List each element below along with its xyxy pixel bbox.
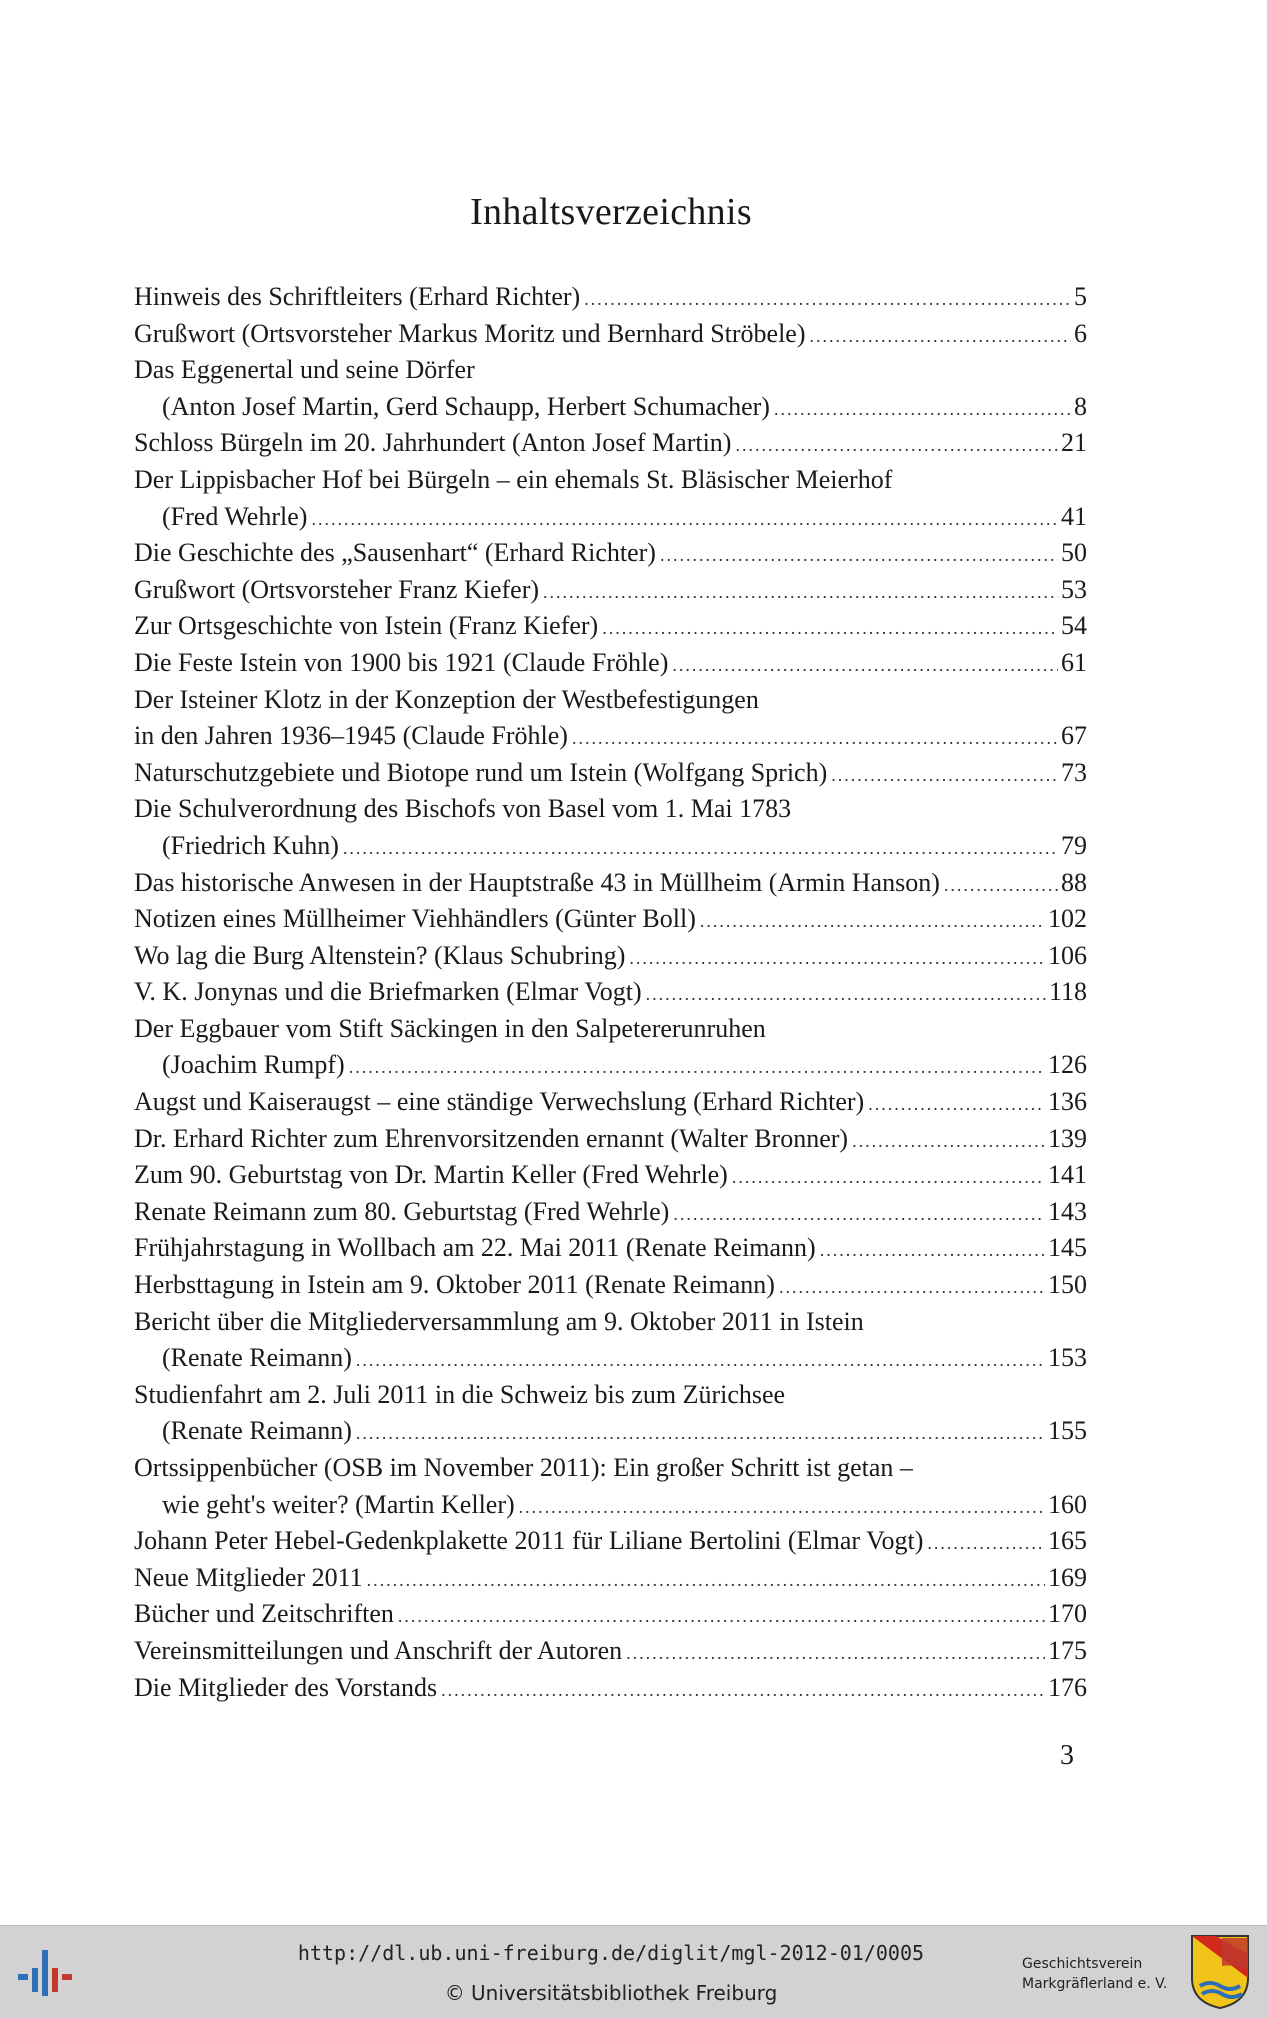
toc-leader-dots (572, 720, 1058, 757)
toc-entry-text: Dr. Erhard Richter zum Ehrenvorsitzenden ernannt (Walter Bronner) (134, 1123, 849, 1153)
toc-entry-page: 88 (1061, 867, 1087, 897)
toc-entry (134, 425, 1087, 462)
toc-leader-dots (356, 1415, 1045, 1452)
toc-entry-page: 141 (1048, 1160, 1087, 1190)
toc-entry-text: Hinweis des Schriftleiters (Erhard Richter) (134, 282, 581, 311)
toc-entry-text: (Renate Reimann) (162, 1343, 352, 1373)
toc-entry-page: 150 (1048, 1270, 1087, 1300)
toc-leader-dots (646, 976, 1046, 1013)
toc-entry-text: Schloss Bürgeln im 20. Jahrhundert (Anton Josef Martin) (134, 428, 732, 458)
society-name-line1: Geschichtsverein (1022, 1956, 1143, 1972)
toc-entry-text: Der Eggbauer vom Stift Säckingen in den Salpetererunruhen (134, 1013, 766, 1043)
toc-leader-dots (700, 903, 1045, 940)
toc-leader-dots (311, 501, 1058, 538)
toc-entry-text: (Joachim Rumpf) (162, 1050, 345, 1080)
toc-entry (134, 608, 1087, 645)
toc-entry-text: Bericht über die Mitgliederversammlung am 9. Oktober 2011 in Istein (134, 1306, 864, 1336)
toc-leader-dots (779, 1269, 1045, 1306)
toc-leader-dots (944, 867, 1058, 904)
toc-entry-text: Die Schulverordnung des Bischofs von Basel vom 1. Mai 1783 (134, 794, 792, 824)
toc-entry (134, 1084, 1087, 1121)
toc-entry-page: 106 (1048, 940, 1087, 970)
toc-entry-page: 126 (1048, 1050, 1087, 1080)
toc-leader-dots (820, 1232, 1045, 1269)
toc-entry (134, 682, 1087, 719)
toc-entry-text: Wo lag die Burg Altenstein? (Klaus Schubring) (134, 940, 626, 970)
toc-leader-dots (672, 647, 1058, 684)
toc-entry-text: Grußwort (Ortsvorsteher Franz Kiefer) (134, 574, 540, 604)
toc-entry (134, 645, 1087, 682)
toc-leader-dots (868, 1086, 1045, 1123)
toc-entry (134, 389, 1087, 426)
toc-entry-text: (Friedrich Kuhn) (162, 830, 339, 860)
toc-entry-page: 73 (1061, 757, 1087, 787)
toc-entry (134, 1413, 1087, 1450)
viewer-footer (0, 1925, 1267, 2018)
toc-entry-text: Johann Peter Hebel-Gedenkplakette 2011 für Liliane Bertolini (Elmar Vogt) (134, 1526, 924, 1556)
toc-entry-page: 53 (1061, 574, 1087, 604)
toc-entry-page: 5 (1074, 282, 1087, 311)
page-number: 3 (1060, 1740, 1074, 1771)
toc-entry (134, 974, 1087, 1011)
toc-entry-page: 143 (1048, 1196, 1087, 1226)
toc-leader-dots (519, 1489, 1045, 1526)
toc-entry (134, 1487, 1087, 1524)
toc-leader-dots (831, 757, 1058, 794)
toc-entry (134, 938, 1087, 975)
toc-entry-text: (Anton Josef Martin, Gerd Schaupp, Herbert Schumacher) (162, 391, 770, 421)
toc-entry (134, 718, 1087, 755)
toc-entry-text: Augst und Kaiseraugst – eine ständige Verwechslung (Erhard Richter) (134, 1087, 865, 1117)
toc-entry (134, 1377, 1087, 1414)
toc-entry-text: Das Eggenertal und seine Dörfer (134, 355, 475, 385)
toc-leader-dots (543, 574, 1058, 611)
toc-entry-page: 8 (1074, 391, 1087, 421)
toc-entry (134, 572, 1087, 609)
document-url-link[interactable]: http://dl.ub.uni-freiburg.de/diglit/mgl-2012-01/0005 (297, 1941, 925, 1965)
toc-entry (134, 1523, 1087, 1560)
toc-leader-dots (584, 281, 1071, 318)
toc-entry (134, 1230, 1087, 1267)
toc-entry (134, 1670, 1087, 1707)
toc-entry (134, 535, 1087, 572)
toc-entry-page: 118 (1048, 977, 1087, 1007)
toc-leader-dots (441, 1672, 1045, 1709)
toc-entry-page: 50 (1061, 538, 1087, 568)
toc-entry (134, 791, 1087, 828)
toc-entry (134, 755, 1087, 792)
toc-entry-text: Herbsttagung in Istein am 9. Oktober 2011 (Renate Reimann) (134, 1270, 775, 1300)
toc-entry-text: Neue Mitglieder 2011 (134, 1562, 363, 1592)
toc-entry (134, 1047, 1087, 1084)
toc-leader-dots (367, 1562, 1045, 1599)
toc-entry-page: 165 (1048, 1526, 1087, 1556)
toc-entry-text: (Fred Wehrle) (162, 501, 308, 531)
toc-entry-text: Zum 90. Geburtstag von Dr. Martin Keller (Fred Wehrle) (134, 1160, 728, 1190)
toc-entry (134, 316, 1087, 353)
toc-entry (134, 279, 1087, 316)
toc-entry-page: 160 (1048, 1489, 1087, 1519)
toc-leader-dots (398, 1598, 1045, 1635)
toc-leader-dots (343, 830, 1058, 867)
toc-entry-text: Ortssippenbücher (OSB im November 2011): Ein großer Schritt ist getan – (134, 1453, 913, 1482)
toc-entry-text: Bücher und Zeitschriften (134, 1599, 394, 1629)
toc-leader-dots (660, 537, 1058, 574)
toc-entry (134, 1157, 1087, 1194)
toc-entry (134, 1011, 1087, 1048)
toc-entry (134, 1267, 1087, 1304)
toc-leader-dots (852, 1123, 1045, 1160)
page-title: Inhaltsverzeichnis (470, 191, 752, 233)
toc-entry-text: Renate Reimann zum 80. Geburtstag (Fred Wehrle) (134, 1196, 670, 1226)
toc-entry-page: 175 (1048, 1635, 1087, 1665)
toc-entry-text: Notizen eines Müllheimer Viehhändlers (Günter Boll) (134, 904, 696, 934)
toc-leader-dots (349, 1049, 1045, 1086)
toc-entry-page: 155 (1048, 1416, 1087, 1446)
toc-leader-dots (673, 1196, 1045, 1233)
toc-leader-dots (927, 1525, 1045, 1562)
toc-entry-text: Die Feste Istein von 1900 bis 1921 (Claude Fröhle) (134, 647, 669, 677)
toc-entry-text: Der Lippisbacher Hof bei Bürgeln – ein ehemals St. Bläsischer Meierhof (134, 464, 893, 494)
toc-entry-text: Die Mitglieder des Vorstands (134, 1672, 438, 1702)
toc-leader-dots (732, 1159, 1045, 1196)
toc-entry-page: 79 (1061, 830, 1087, 860)
toc-leader-dots (735, 427, 1058, 464)
toc-entry (134, 1304, 1087, 1341)
toc-entry-page: 102 (1048, 904, 1087, 934)
table-of-contents (134, 279, 1087, 1706)
toc-entry (134, 901, 1087, 938)
toc-entry-text: Der Isteiner Klotz in der Konzeption der Westbefestigungen (134, 684, 759, 714)
toc-entry-page: 176 (1048, 1672, 1087, 1702)
toc-entry (134, 1633, 1087, 1670)
toc-entry-text: in den Jahren 1936–1945 (Claude Fröhle) (134, 721, 568, 751)
toc-entry-page: 153 (1048, 1343, 1087, 1373)
society-name (1022, 1954, 1167, 1994)
society-crest-icon (1190, 1934, 1250, 2010)
toc-entry-text: Grußwort (Ortsvorsteher Markus Moritz und Bernhard Ströbele) (134, 318, 806, 348)
toc-entry-text: (Renate Reimann) (162, 1416, 352, 1446)
toc-entry (134, 1450, 1087, 1487)
toc-entry (134, 462, 1087, 499)
toc-leader-dots (629, 940, 1045, 977)
toc-entry-text: Vereinsmitteilungen und Anschrift der Autoren (134, 1635, 623, 1665)
toc-leader-dots (356, 1342, 1045, 1379)
toc-entry-page: 145 (1048, 1233, 1087, 1263)
toc-entry (134, 828, 1087, 865)
toc-entry-page: 54 (1061, 611, 1087, 641)
toc-entry (134, 865, 1087, 902)
toc-entry-text: V. K. Jonynas und die Briefmarken (Elmar Vogt) (134, 977, 642, 1007)
toc-entry-page: 136 (1048, 1087, 1087, 1117)
toc-entry-page: 67 (1061, 721, 1087, 751)
toc-entry (134, 1596, 1087, 1633)
toc-entry-text: Das historische Anwesen in der Hauptstraße 43 in Müllheim (Armin Hanson) (134, 867, 940, 897)
toc-entry-page: 41 (1061, 501, 1087, 531)
toc-entry (134, 352, 1087, 389)
copyright-text: © Universitätsbibliothek Freiburg (444, 1981, 778, 2005)
toc-entry (134, 499, 1087, 536)
toc-entry (134, 1340, 1087, 1377)
toc-leader-dots (774, 391, 1071, 428)
toc-leader-dots (602, 610, 1058, 647)
toc-entry-text: Frühjahrstagung in Wollbach am 22. Mai 2011 (Renate Reimann) (134, 1233, 816, 1263)
toc-entry-page: 170 (1048, 1599, 1087, 1629)
toc-leader-dots (810, 318, 1071, 355)
toc-entry (134, 1560, 1087, 1597)
toc-entry (134, 1121, 1087, 1158)
toc-entry-text: Die Geschichte des „Sausenhart“ (Erhard Richter) (134, 538, 656, 568)
society-name-line2: Markgräflerland e. V. (1022, 1976, 1168, 1992)
toc-entry-page: 6 (1074, 318, 1087, 348)
toc-leader-dots (626, 1635, 1045, 1672)
toc-entry-page: 21 (1061, 428, 1087, 458)
toc-entry-text: wie geht's weiter? (Martin Keller) (162, 1489, 515, 1519)
toc-entry-text: Naturschutzgebiete und Biotope rund um Istein (Wolfgang Sprich) (134, 757, 828, 787)
toc-entry-text: Zur Ortsgeschichte von Istein (Franz Kiefer) (134, 611, 599, 641)
toc-entry-page: 61 (1061, 647, 1087, 677)
toc-entry-page: 169 (1048, 1562, 1087, 1592)
toc-entry-text: Studienfahrt am 2. Juli 2011 in die Schweiz bis zum Zürichsee (134, 1379, 786, 1409)
toc-entry (134, 1194, 1087, 1231)
toc-entry-page: 139 (1048, 1123, 1087, 1153)
